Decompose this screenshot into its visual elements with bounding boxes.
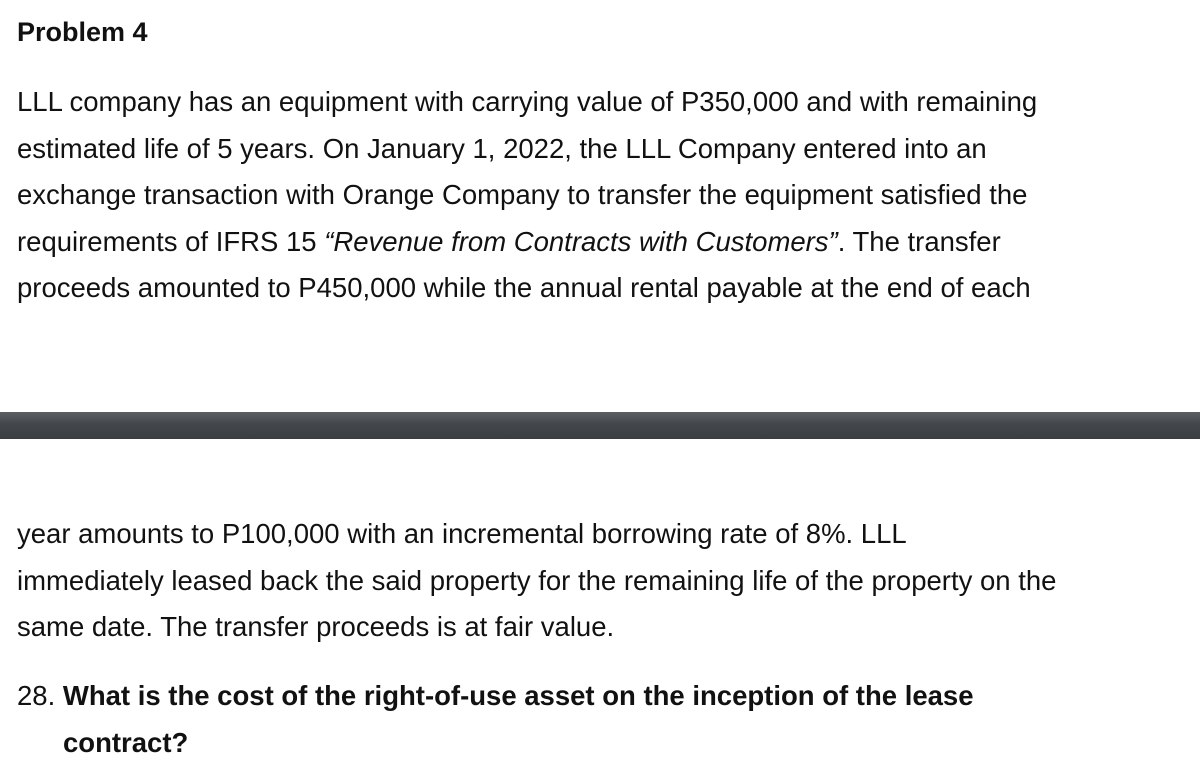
- problem-title: Problem 4: [17, 17, 148, 47]
- paragraph-2-line-3: same date. The transfer proceeds is at fair value.: [17, 611, 615, 642]
- standard-title-italic: “Revenue from Contracts with Customers”: [324, 225, 838, 257]
- paragraph-2-line-2: immediately leased back the said property for the remaining life of the property on the: [17, 564, 1057, 596]
- paragraph-1-line-5: proceeds amounted to P450,000 while the annual rental payable at the end of each: [17, 272, 1031, 303]
- paragraph-2-line-1: year amounts to P100,000 with an incremental borrowing rate of 8%. LLL: [17, 518, 907, 549]
- paragraph-1-line-3: exchange transaction with Orange Company to transfer the equipment satisfied the: [17, 179, 1028, 210]
- question-text-line-2: contract?: [63, 727, 189, 758]
- problem-paragraph-1: [17, 79, 1192, 312]
- question-text-line-1: What is the cost of the right-of-use asset on the inception of the lease: [62, 680, 974, 711]
- paragraph-1-line-4-start: requirements of IFRS 15: [17, 225, 325, 257]
- paragraph-1-line-4-end: . The transfer: [837, 225, 1001, 257]
- question-28: [17, 672, 974, 766]
- paragraph-1-line-1: LLL company has an equipment with carrying value of P350,000 and with remaining: [17, 86, 1038, 117]
- paragraph-1-line-4: [17, 219, 1192, 266]
- page-divider-bar: [0, 412, 1200, 439]
- problem-paragraph-2: [17, 511, 1192, 651]
- question-number: 28.: [17, 680, 56, 711]
- paragraph-1-line-2: estimated life of 5 years. On January 1, 2022, the LLL Company entered into an: [17, 132, 987, 164]
